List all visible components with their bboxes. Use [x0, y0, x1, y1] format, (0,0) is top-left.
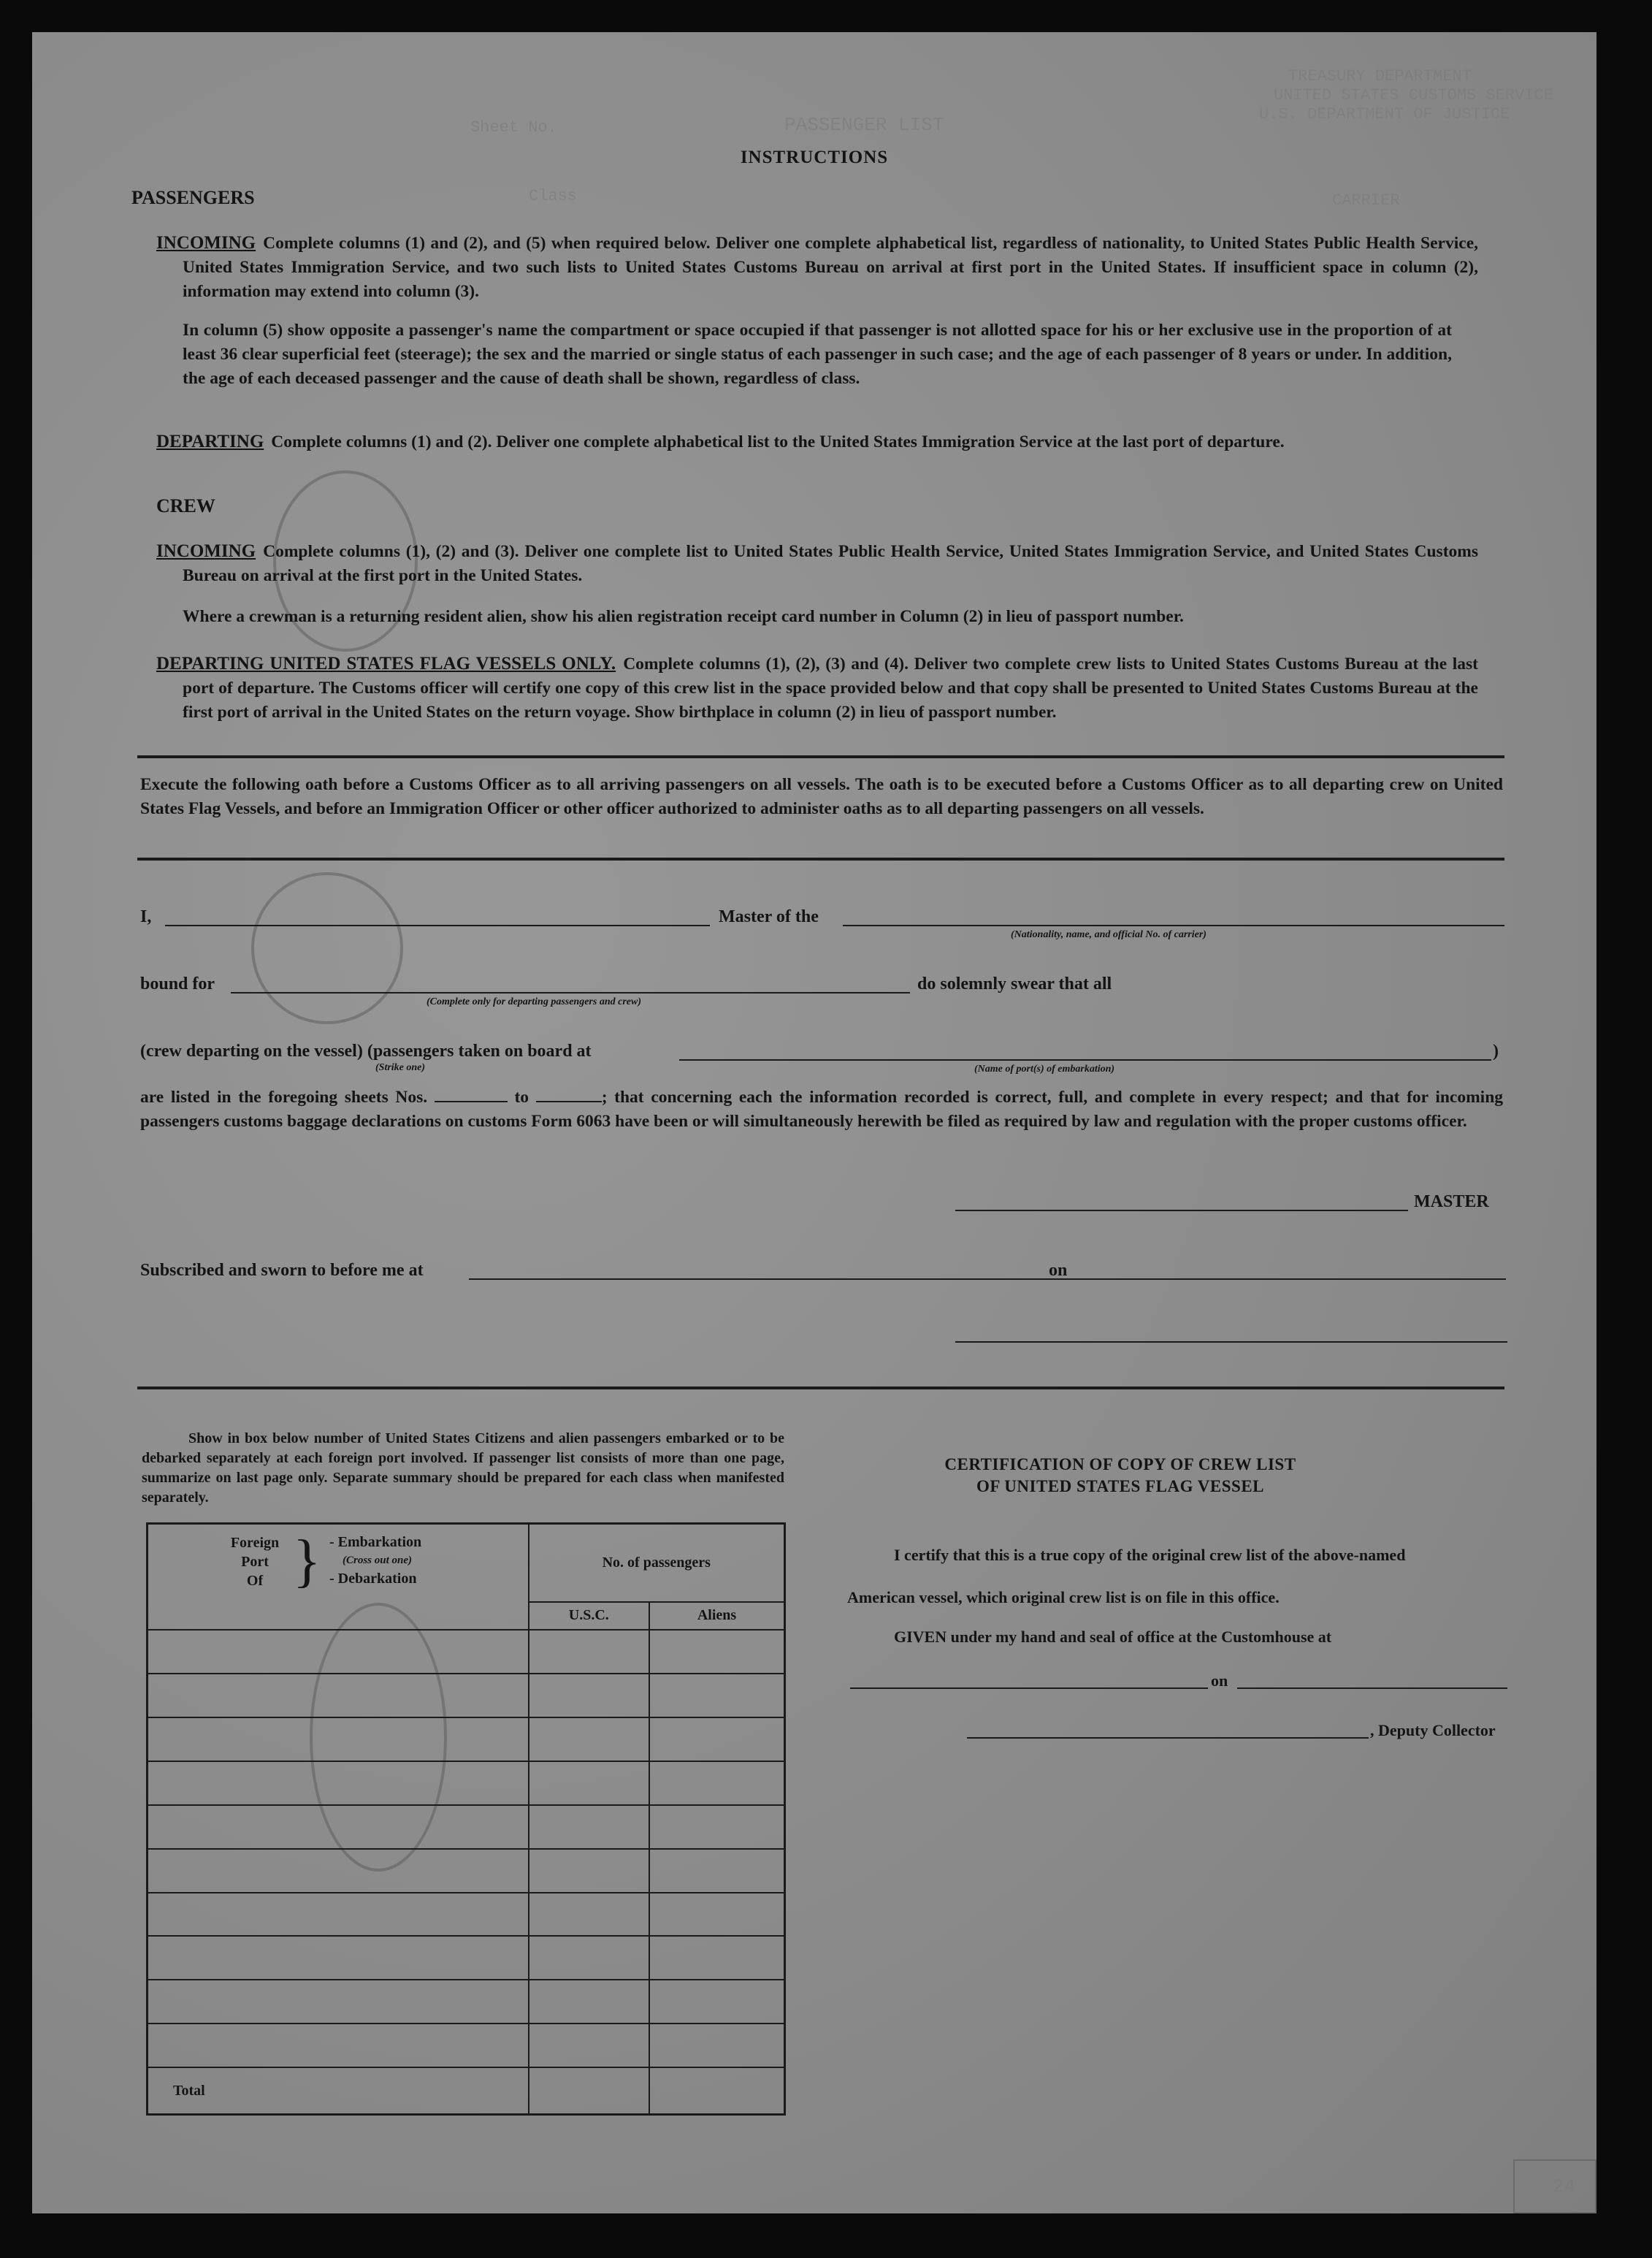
passengers-departing-label: DEPARTING — [156, 432, 264, 451]
aliens-cell[interactable] — [649, 1849, 784, 1893]
aliens-cell[interactable] — [649, 1936, 784, 1980]
divider-1 — [137, 755, 1504, 758]
crew-departing-paragraph — [156, 652, 1478, 725]
master-signature-line[interactable] — [955, 1210, 1408, 1211]
passenger-summary-table — [146, 1522, 786, 2116]
passengers-incoming-label: INCOMING — [156, 233, 256, 253]
crew-incoming-label: INCOMING — [156, 541, 256, 561]
oath-intro: Execute the following oath before a Customs Officer as to all arriving passengers on all vessels. The oath is to be executed before a Customs Officer as to all departing crew on United States Flag Vessels, and before an Immigration Officer or other officer authorized to administer oaths as to all departing passengers on all vessels. — [140, 775, 1503, 818]
port-label-foreign: Foreign — [230, 1535, 280, 1551]
total-usc-cell[interactable] — [529, 2067, 650, 2114]
passengers-heading: PASSENGERS — [131, 187, 255, 208]
port-cell[interactable] — [148, 1630, 529, 1674]
port-cell[interactable] — [148, 2024, 529, 2067]
oath-swear-label: do solemnly swear that all — [917, 974, 1112, 993]
port-label-of: Of — [246, 1573, 264, 1589]
port-cell[interactable] — [148, 1761, 529, 1805]
aliens-cell[interactable] — [649, 1805, 784, 1849]
crew-departing-label: DEPARTING UNITED STATES FLAG VESSELS ONLY. — [156, 654, 616, 674]
divider-3 — [137, 1387, 1504, 1389]
ghost-header-2: UNITED STATES CUSTOMS SERVICE — [1274, 86, 1553, 104]
certification-heading-1: CERTIFICATION OF COPY OF CREW LIST — [944, 1455, 1296, 1473]
crew-incoming-paragraph — [156, 539, 1478, 588]
faint-stamp-2 — [251, 872, 403, 1024]
usc-cell[interactable] — [529, 1849, 650, 1893]
oath-listed-a: are listed in the foregoing sheets Nos. — [140, 1088, 428, 1107]
oath-carrier-line[interactable] — [843, 925, 1504, 926]
port-header-cell — [148, 1524, 529, 1630]
ghost-class: Class — [529, 187, 578, 205]
oath-listed-b: ; that concerning each the information recorded is correct, full, and complete in every respect; and that for incoming passengers customs baggage declarations on customs Form 6063 have been or will simultaneously herewith be filed as required by law and regulation with the proper customs officer. — [140, 1088, 1504, 1131]
subscribed-on-label: on — [1049, 1261, 1068, 1280]
certification-heading-2: OF UNITED STATES FLAG VESSEL — [976, 1477, 1265, 1495]
usc-cell[interactable] — [529, 1761, 650, 1805]
port-cell[interactable] — [148, 1893, 529, 1937]
subscribed-label: Subscribed and sworn to before me at — [140, 1261, 424, 1280]
given-line: GIVEN under my hand and seal of office at the Customhouse at — [894, 1628, 1332, 1646]
crew-departing-text: Complete columns (1), (2), (3) and (4). Deliver two complete crew lists to United States Customs Bureau at the last port of departure. The Customs officer will certify one copy of this crew list in the space provided below and that copy shall be presented to United States Customs Bureau at the first port of arrival in the United States on the return voyage. Show birthplace in column (2) in lieu of passport number. — [183, 655, 1479, 722]
oath-master-of-label: Master of the — [719, 907, 819, 926]
aliens-cell[interactable] — [649, 2024, 784, 2067]
oath-bound-for-line[interactable] — [231, 992, 910, 993]
oath-bound-hint: (Complete only for departing passengers and crew) — [427, 996, 641, 1007]
usc-cell[interactable] — [529, 1936, 650, 1980]
column5-paragraph: In column (5) show opposite a passenger's name the compartment or space occupied if that passenger is not allotted space for his or her exclusive use in the proportion of at least 36 clear superficial feet (steerage); the sex and the married or single status of each passenger in such case; and the age of each passenger of 8 years or under. In addition, the age of each deceased passenger and the cause of death shall be shown, regardless of class. — [183, 321, 1452, 388]
deputy-collector-label: , Deputy Collector — [1370, 1721, 1496, 1739]
certify-line-2: American vessel, which original crew list is on file in this office. — [847, 1588, 1280, 1606]
oath-carrier-hint: (Nationality, name, and official No. of carrier) — [1011, 929, 1207, 940]
port-cell[interactable] — [148, 1849, 529, 1893]
passengers-incoming-paragraph — [156, 231, 1478, 304]
usc-cell[interactable] — [529, 1805, 650, 1849]
port-label-port: Port — [241, 1554, 269, 1570]
oath-bound-for-label: bound for — [140, 974, 215, 993]
deputy-signature-line[interactable] — [967, 1737, 1369, 1739]
crew-resident-paragraph: Where a crewman is a returning resident alien, show his alien registration receipt card number in Column (2) in lieu of passport number. — [183, 607, 1184, 626]
oath-name-line[interactable] — [165, 925, 710, 926]
official-signature-line[interactable] — [955, 1341, 1507, 1343]
oath-listed-paragraph — [140, 1086, 1503, 1134]
no-passengers-header: No. of passengers — [529, 1524, 785, 1602]
oath-i-label: I, — [140, 907, 152, 926]
port-cell[interactable] — [148, 1805, 529, 1849]
ghost-header-1: TREASURY DEPARTMENT — [1288, 67, 1472, 85]
usc-cell[interactable] — [529, 1893, 650, 1937]
passengers-departing-paragraph — [156, 430, 1478, 454]
usc-header: U.S.C. — [529, 1602, 650, 1630]
aliens-cell[interactable] — [649, 1674, 784, 1717]
aliens-cell[interactable] — [649, 1761, 784, 1805]
ghost-list-title: PASSENGER LIST — [784, 114, 944, 136]
oath-ports-line[interactable] — [679, 1059, 1491, 1061]
passengers-incoming-text: Complete columns (1) and (2), and (5) when required below. Deliver one complete alphabetical list, regardless of nationality, to United States Public Health Service, United States Immigration Service, and two such lists to United States Customs Bureau on arrival at first port in the United States. If insufficient space in column (2), information may extend into column (3). — [183, 234, 1478, 301]
usc-cell[interactable] — [529, 1630, 650, 1674]
passengers-departing-text: Complete columns (1) and (2). Deliver one complete alphabetical list to the United States Immigration Service at the last port of departure. — [271, 432, 1285, 451]
instructions-title: INSTRUCTIONS — [740, 148, 889, 167]
oath-listed-to: to — [514, 1088, 529, 1107]
page-number-box — [1513, 2159, 1596, 2213]
oath-sheet-from-line[interactable] — [435, 1086, 508, 1102]
usc-cell[interactable] — [529, 1674, 650, 1717]
port-cell[interactable] — [148, 1717, 529, 1761]
oath-close-paren: ) — [1493, 1042, 1499, 1061]
document-page — [32, 32, 1596, 2213]
port-cell[interactable] — [148, 1980, 529, 2024]
usc-cell[interactable] — [529, 1980, 650, 2024]
oath-strike-one: (Strike one) — [375, 1062, 426, 1073]
usc-cell[interactable] — [529, 1717, 650, 1761]
debarkation-label: - Debarkation — [329, 1571, 417, 1587]
port-cell[interactable] — [148, 1674, 529, 1717]
ghost-header-3: U.S. DEPARTMENT OF JUSTICE — [1259, 105, 1510, 123]
aliens-cell[interactable] — [649, 1980, 784, 2024]
certify-line-1: I certify that this is a true copy of the original crew list of the above-named — [894, 1546, 1406, 1564]
subscribed-date-line[interactable] — [1077, 1278, 1506, 1280]
aliens-cell[interactable] — [649, 1893, 784, 1937]
certification-date-line[interactable] — [1237, 1687, 1507, 1689]
box-note: Show in box below number of United States Citizens and alien passengers embarked or to be debarked separately at each foreign port involved. If passenger list consists of more than one page, summarize on last page only. Separate summary should be prepared for each class when manifested separately. — [142, 1430, 784, 1506]
oath-crew-departing-label: (crew departing on the vessel) (passengers taken on board at — [140, 1042, 592, 1061]
ghost-page-number: 24 — [1553, 2175, 1576, 2197]
divider-2 — [137, 858, 1504, 861]
crew-incoming-text: Complete columns (1), (2) and (3). Deliver one complete list to United States Public Health Service, United States Immigration Service, and United States Customs Bureau on arrival at the first port in the United States. — [183, 542, 1478, 585]
cross-out-hint: (Cross out one) — [343, 1555, 413, 1566]
customhouse-line[interactable] — [850, 1687, 1208, 1689]
master-signature-label: MASTER — [1414, 1192, 1489, 1211]
aliens-header: Aliens — [649, 1602, 784, 1630]
ghost-sheet-no: Sheet No. — [470, 118, 557, 137]
brace-glyph: } — [293, 1529, 321, 1593]
ghost-carrier: CARRIER — [1332, 191, 1400, 210]
total-aliens-cell[interactable] — [649, 2067, 784, 2114]
total-label: Total — [148, 2067, 529, 2114]
usc-cell[interactable] — [529, 2024, 650, 2067]
port-cell[interactable] — [148, 1936, 529, 1980]
certification-heading — [857, 1454, 1383, 1498]
oath-sheet-to-line[interactable] — [536, 1086, 602, 1102]
aliens-cell[interactable] — [649, 1630, 784, 1674]
oath-ports-hint: (Name of port(s) of embarkation) — [974, 1064, 1115, 1075]
subscribed-place-line[interactable] — [469, 1278, 1081, 1280]
aliens-cell[interactable] — [649, 1717, 784, 1761]
crew-heading: CREW — [156, 495, 215, 516]
embarkation-label: - Embarkation — [329, 1534, 422, 1550]
certification-on-label: on — [1211, 1671, 1228, 1690]
